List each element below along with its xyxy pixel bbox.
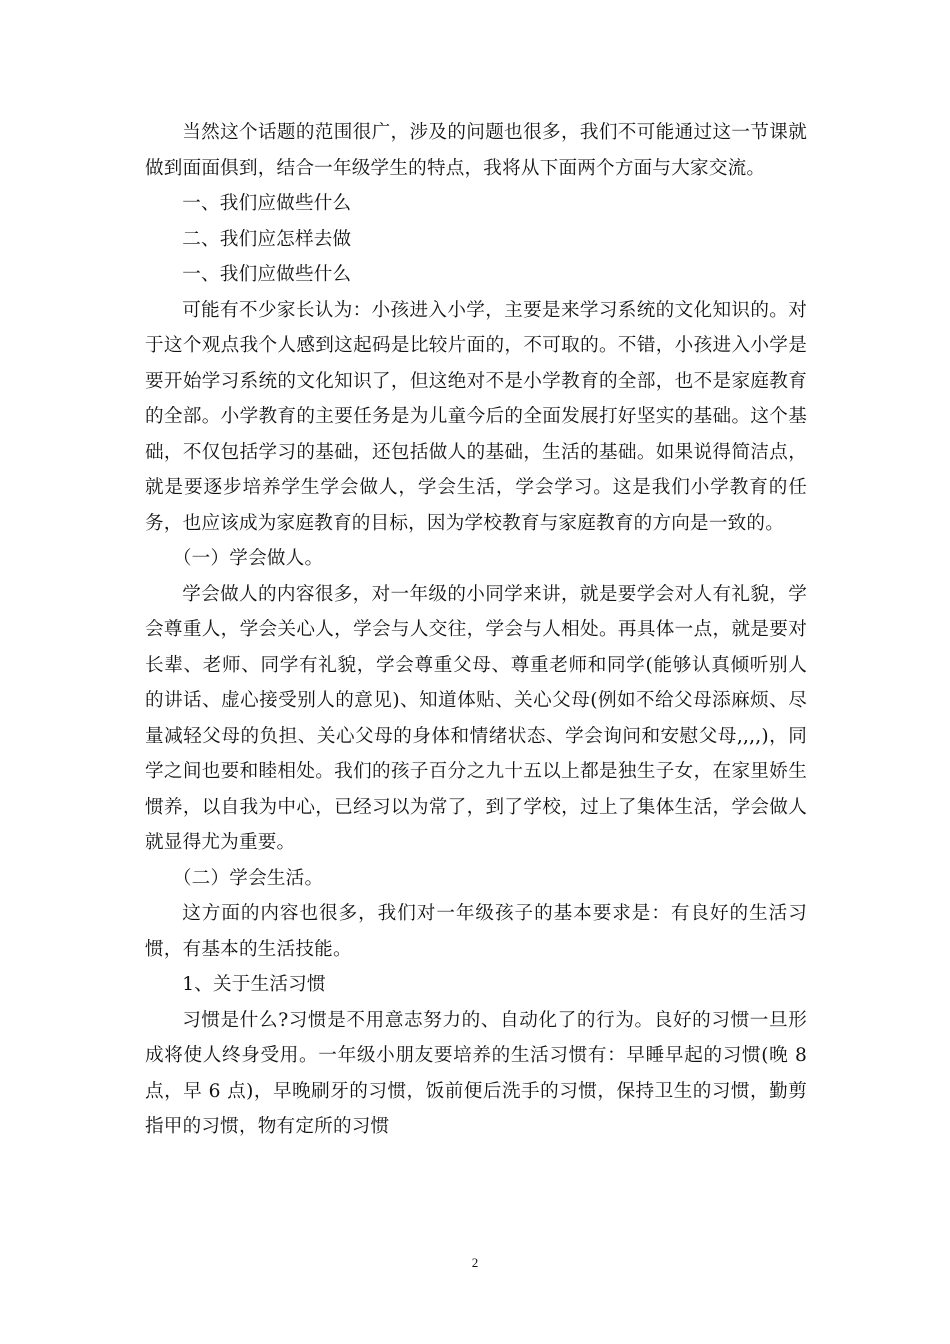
body-text: [145, 115, 807, 1145]
subsection-heading: （一）学会做人。: [172, 548, 324, 569]
section-heading: 一、我们应做些什么: [182, 264, 352, 285]
paragraph-intro: 当然这个话题的范围很广，涉及的问题也很多，我们不可能通过这一节课就做到面面俱到，结合一年级学生的特点，我将从下面两个方面与大家交流。: [145, 122, 807, 179]
item-heading: 1、关于生活习惯: [182, 974, 326, 995]
outline-item-2: 二、我们应怎样去做: [182, 228, 352, 250]
paragraph-body: 学会做人的内容很多，对一年级的小同学来讲，就是要学会对人有礼貌，学会尊重人，学会关心人，学会与人交往，学会与人相处。再具体一点，就是要对长辈、老师、同学有礼貌，学会尊重父母、尊重老师和同学(能够认真倾听别人的讲话、虚心接受别人的意见)、知道体贴、关心父母(例如不给父母添麻烦、尽量减轻父母的负担、关心父母的身体和情绪状态、学会询问和安慰父母,,,,)，同学之间也要和睦相处。我们的孩子百分之九十五以上都是独生子女，在家里娇生惯养，以自我为中心，已经习以为常了，到了学校，过上了集体生活，学会做人就显得尤为重要。: [145, 583, 807, 853]
paragraph-body: 这方面的内容也很多，我们对一年级孩子的基本要求是：有良好的生活习惯，有基本的生活技能。: [145, 903, 807, 960]
paragraph-body: 可能有不少家长认为：小孩进入小学，主要是来学习系统的文化知识的。对于这个观点我个人感到这起码是比较片面的，不可取的。不错，小孩进入小学是要开始学习系统的文化知识了，但这绝对不是小学教育的全部，也不是家庭教育的全部。小学教育的主要任务是为儿童今后的全面发展打好坚实的基础。这个基础，不仅包括学习的基础，还包括做人的基础，生活的基础。如果说得简洁点，就是要逐步培养学生学会做人，学会生活，学会学习。这是我们小学教育的任务，也应该成为家庭教育的目标，因为学校教育与家庭教育的方向是一致的。: [145, 299, 807, 534]
outline-item-1: 一、我们应做些什么: [182, 193, 352, 214]
page-number: 2: [471, 1255, 479, 1270]
paragraph-body: 习惯是什么?习惯是不用意志努力的、自动化了的行为。良好的习惯一旦形成将使人终身受用。一年级小朋友要培养的生活习惯有：早睡早起的习惯(晚 8 点，早 6 点)，早晚刷牙的习惯，饭前便后洗手的习惯，保持卫生的习惯，勤剪指甲的习惯，物有定所的习惯: [145, 1009, 807, 1137]
subsection-heading: （二）学会生活。: [172, 867, 324, 889]
